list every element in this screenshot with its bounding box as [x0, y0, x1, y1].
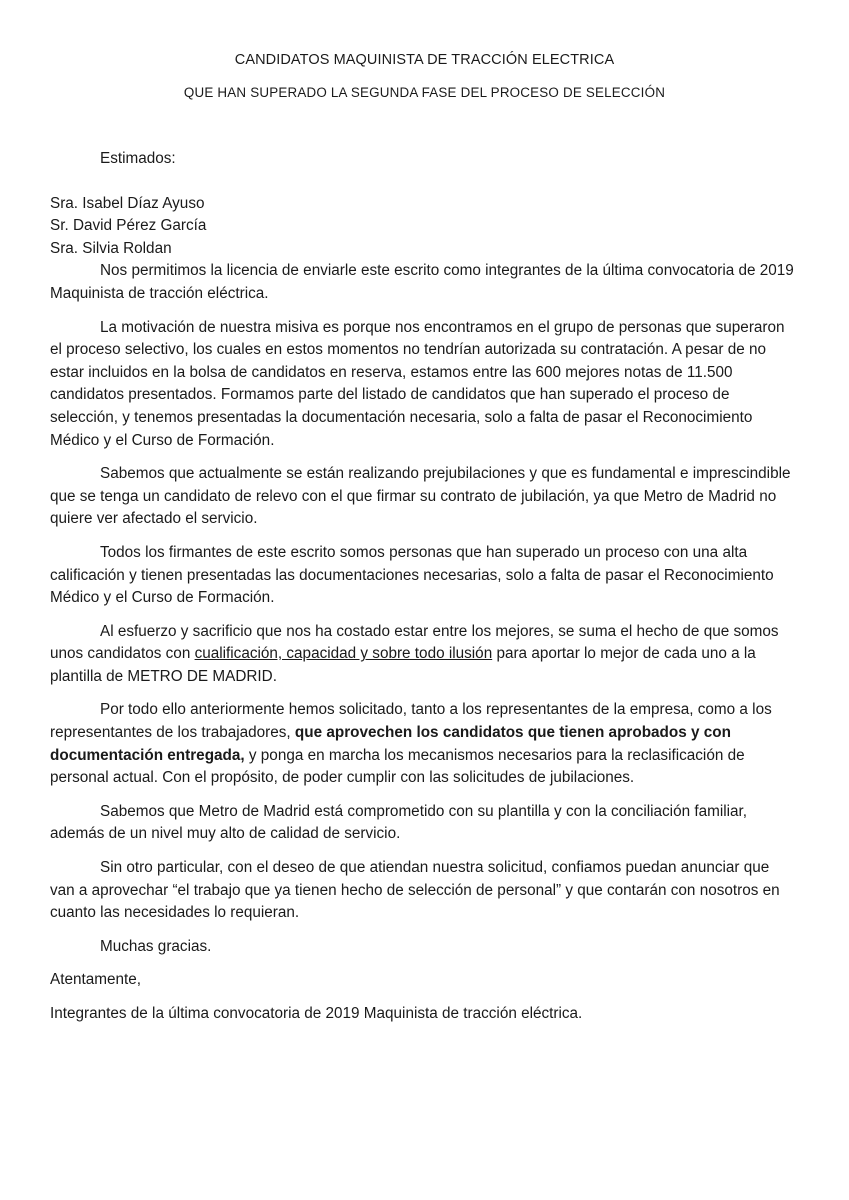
- paragraph-intro: Nos permitimos la licencia de enviarle este escrito como integrantes de la última convocatoria de 2019 Maquinista de tracción eléctrica.: [50, 262, 794, 302]
- underlined-qualities: cualificación, capacidad y sobre todo ilusión: [194, 645, 493, 663]
- paragraph-esfuerzo-end: para aportar lo mejor de cada uno a la plantilla de METRO DE MADRID.: [50, 645, 756, 685]
- paragraph-solicitud-end: y ponga en marcha los mecanismos necesarios para la reclasificación de personal actual. Con el propósito, de poder cumplir con las solicitudes de jubilaciones.: [50, 746, 745, 787]
- paragraph-motivation: La motivación de nuestra misiva es porque nos encontramos en el grupo de personas que superaron el proceso selectivo, los cuales en estos momentos no tendrían autorizada su contratación. A pesar de no estar incluidos en la bolsa de candidatos en reserva, estamos entre las 600 mejores notas de 11.500 candidatos presentados. Formamos parte del listado de candidatos que han superado el proceso de selección, y tenemos presentadas la documentación necesaria, solo a falta de pasar el Reconocimiento Médico y el Curso de Formación.: [50, 318, 785, 449]
- thanks-line: Muchas gracias.: [100, 937, 212, 955]
- paragraph-despedida: Sin otro particular, con el deseo de que atiendan nuestra solicitud, confiamos puedan anunciar que van a aprovechar “el trabajo que ya tienen hecho de selección de personal” y que contarán con nosotros en cuanto las necesidades lo requieran.: [50, 859, 780, 922]
- greeting: Estimados:: [100, 150, 176, 167]
- paragraph-firmantes: Todos los firmantes de este escrito somos personas que han superado un proceso con una alta calificación y tienen presentadas las documentaciones necesarias, solo a falta de pasar el Reconocimiento Médico y el Curso de Formación.: [50, 543, 774, 607]
- bold-request: que aprovechen los candidatos que tienen aprobados y con documentación entregada,: [50, 724, 731, 764]
- closing-line: Atentamente,: [50, 971, 141, 989]
- signature-line: Integrantes de la última convocatoria de 2019 Maquinista de tracción eléctrica.: [50, 1005, 583, 1022]
- paragraph-esfuerzo-start: Al esfuerzo y sacrificio que nos ha costado estar entre los mejores, se suma el hecho de que somos unos candidatos con: [50, 622, 779, 663]
- recipient-1: Sra. Isabel Díaz Ayuso: [50, 194, 205, 212]
- paragraph-solicitud: [50, 699, 795, 789]
- paragraph-esfuerzo: [50, 621, 795, 689]
- letter-body: [50, 148, 795, 1037]
- letter-subtitle: QUE HAN SUPERADO LA SEGUNDA FASE DEL PROCESO DE SELECCIÓN: [183, 85, 666, 100]
- paragraph-solicitud-start: Por todo ello anteriormente hemos solicitado, tanto a los representantes de la empresa, como a los representantes de los trabajadores,: [50, 701, 772, 742]
- recipient-2: Sr. David Pérez García: [50, 217, 207, 235]
- letter-title: CANDIDATOS MAQUINISTA DE TRACCIÓN ELECTRICA: [234, 52, 615, 68]
- paragraph-prejubilaciones: Sabemos que actualmente se están realizando prejubilaciones y que es fundamental e imprescindible que se tenga un candidato de relevo con el que firmar su contrato de jubilación, ya que Metro de Madrid no quiere ver afectado el servicio.: [50, 465, 791, 528]
- recipient-3: Sra. Silvia Roldan: [50, 239, 172, 257]
- recipient-list: [50, 193, 795, 261]
- paragraph-compromiso: Sabemos que Metro de Madrid está comprometido con su plantilla y con la conciliación familiar, además de un nivel muy alto de calidad de servicio.: [50, 802, 748, 843]
